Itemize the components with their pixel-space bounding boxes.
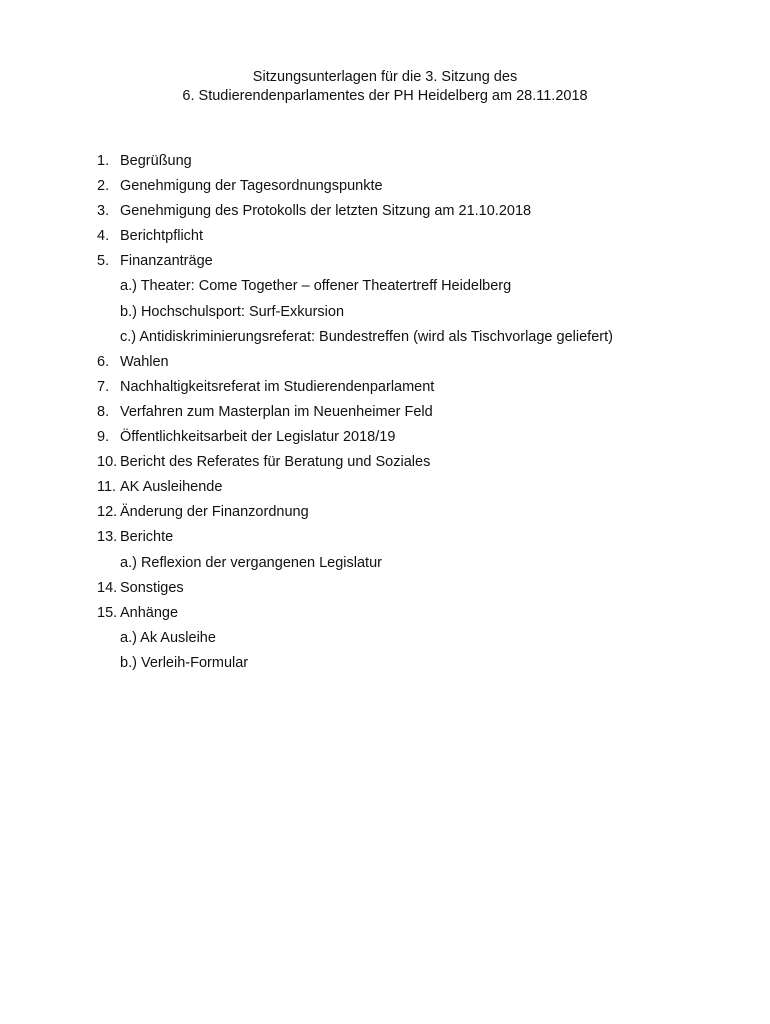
agenda-item-number: 14. bbox=[97, 579, 118, 596]
agenda-subitem bbox=[97, 275, 737, 300]
agenda-subitem-text: c.) Antidiskriminierungsreferat: Bundestreffen (wird als Tischvorlage geliefert) bbox=[120, 328, 613, 345]
agenda-item-number: 3. bbox=[97, 203, 110, 220]
agenda-item bbox=[97, 225, 737, 250]
agenda-subitem bbox=[97, 627, 737, 652]
agenda-item bbox=[97, 150, 737, 175]
agenda-item bbox=[97, 250, 737, 275]
agenda-subitem-text: b.) Verleih-Formular bbox=[120, 654, 249, 671]
agenda-subitem-text: a.) Reflexion der vergangenen Legislatur bbox=[120, 554, 382, 571]
agenda-item bbox=[97, 376, 737, 401]
agenda-item-number: 7. bbox=[97, 378, 110, 395]
agenda-subitem bbox=[97, 326, 737, 351]
agenda-subitem bbox=[97, 652, 737, 677]
agenda-item-text: Nachhaltigkeitsreferat im Studierendenparlament bbox=[120, 378, 435, 395]
agenda-item-number: 15. bbox=[97, 604, 118, 621]
agenda-item-number: 10. bbox=[97, 454, 118, 471]
agenda-item-text: Berichte bbox=[120, 529, 174, 546]
agenda-item bbox=[97, 476, 737, 501]
agenda-subitem bbox=[97, 301, 737, 326]
agenda-item-text: Genehmigung der Tagesordnungspunkte bbox=[120, 178, 383, 195]
agenda-item-number: 5. bbox=[97, 253, 110, 270]
agenda-item bbox=[97, 426, 737, 451]
agenda-item-number: 13. bbox=[97, 529, 118, 546]
agenda-item-text: Änderung der Finanzordnung bbox=[120, 504, 309, 521]
agenda-item-text: Wahlen bbox=[120, 353, 169, 370]
agenda-subitem-text: a.) Theater: Come Together – offener Theatertreff Heidelberg bbox=[120, 278, 512, 295]
header-line-1: Sitzungsunterlagen für die 3. Sitzung des bbox=[252, 69, 518, 85]
agenda-item-text: Bericht des Referates für Beratung und Soziales bbox=[120, 454, 431, 471]
agenda-item-text: Öffentlichkeitsarbeit der Legislatur 2018/19 bbox=[120, 429, 396, 446]
agenda-item bbox=[97, 451, 737, 476]
agenda-item-number: 12. bbox=[97, 504, 118, 521]
agenda-subitem bbox=[97, 552, 737, 577]
agenda-item-number: 9. bbox=[97, 429, 110, 446]
document-header bbox=[0, 68, 770, 106]
agenda-item-text: Anhänge bbox=[120, 604, 179, 621]
agenda-item-number: 4. bbox=[97, 228, 110, 245]
agenda-item-number: 1. bbox=[97, 153, 110, 169]
agenda-item-number: 2. bbox=[97, 178, 110, 195]
agenda-item-text: Sonstiges bbox=[120, 579, 184, 596]
agenda-item-text: Genehmigung des Protokolls der letzten Sitzung am 21.10.2018 bbox=[120, 203, 532, 220]
agenda-item-number: 11. bbox=[97, 479, 117, 496]
agenda-item-number: 8. bbox=[97, 403, 110, 420]
agenda-item-number: 6. bbox=[97, 353, 110, 370]
agenda-item bbox=[97, 602, 737, 627]
agenda-subitem-text: b.) Hochschulsport: Surf-Exkursion bbox=[120, 303, 345, 320]
agenda-item-text: Berichtpflicht bbox=[120, 228, 204, 245]
header-line-2: 6. Studierendenparlamentes der PH Heidelberg am 28.11.2018 bbox=[182, 88, 588, 104]
agenda-item-text: Finanzanträge bbox=[120, 253, 213, 270]
agenda-subitem-text: a.) Ak Ausleihe bbox=[120, 629, 216, 646]
agenda-list bbox=[97, 150, 737, 677]
agenda-item bbox=[97, 577, 737, 602]
agenda-item-text: Begrüßung bbox=[120, 153, 192, 169]
agenda-item bbox=[97, 401, 737, 426]
agenda-item bbox=[97, 200, 737, 225]
agenda-item bbox=[97, 526, 737, 551]
agenda-item bbox=[97, 351, 737, 376]
agenda-item bbox=[97, 175, 737, 200]
agenda-item bbox=[97, 501, 737, 526]
agenda-item-text: AK Ausleihende bbox=[120, 479, 223, 496]
agenda-item-text: Verfahren zum Masterplan im Neuenheimer Feld bbox=[120, 403, 433, 420]
